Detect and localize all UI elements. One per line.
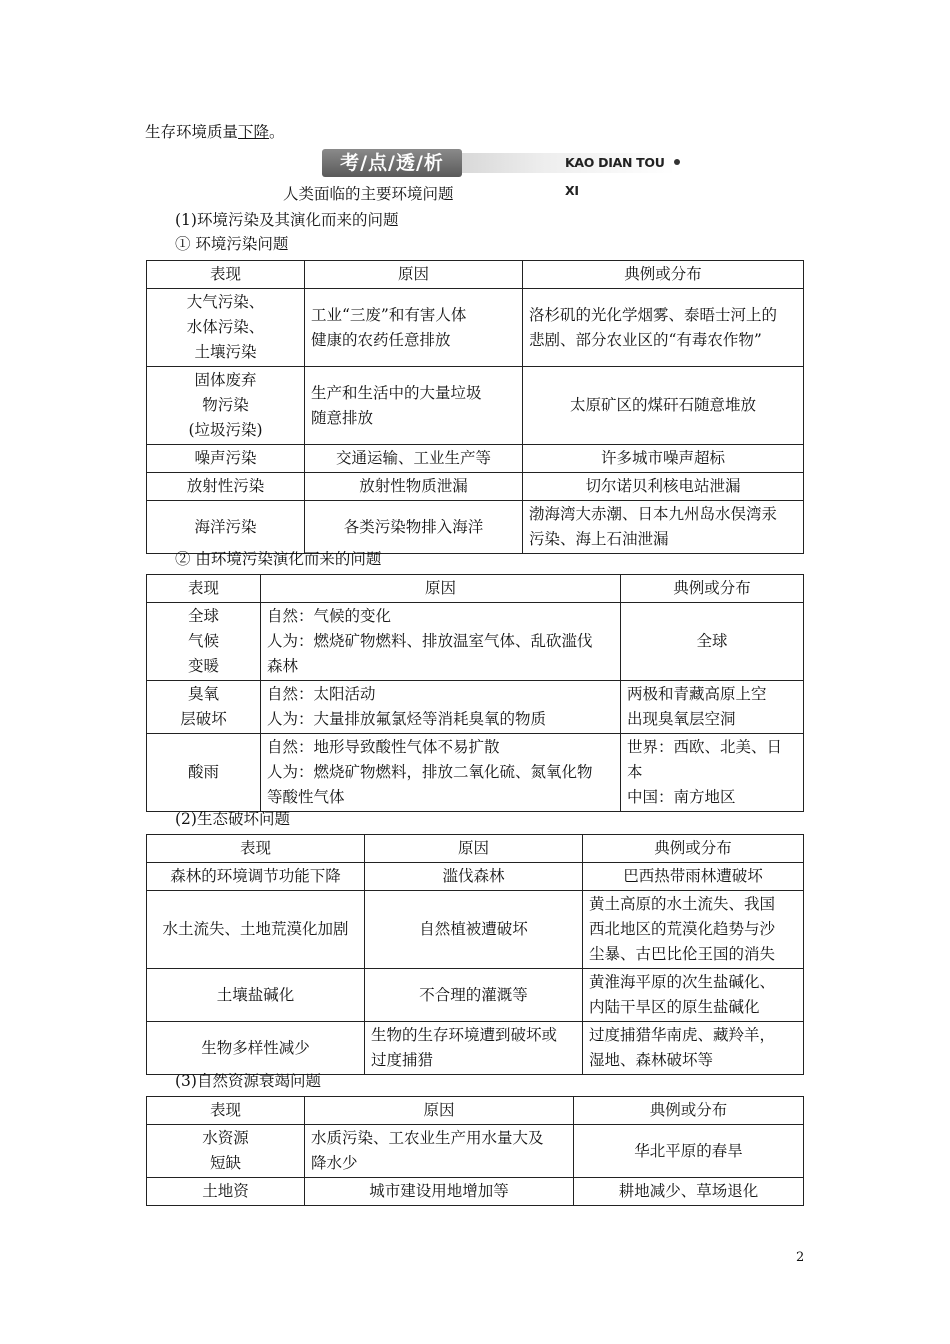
phenomenon-line: 水土流失、土地荒漠化加剧: [162, 920, 349, 938]
header-cell: 表现: [147, 1097, 305, 1125]
table-row: [147, 367, 804, 445]
example-line: 渤海湾大赤潮、日本九州岛水俣湾汞: [529, 505, 778, 523]
header-cell: 表现: [147, 261, 305, 289]
table-derived-problems: [146, 574, 804, 812]
phenomenon-line: 短缺: [209, 1154, 241, 1172]
example-line: 出现臭氧层空洞: [627, 710, 736, 728]
example-cell: [621, 734, 804, 812]
example-line: 内陆干旱区的原生盐碱化: [589, 998, 760, 1016]
cause-cell: [261, 681, 621, 734]
top-line-underlined: 下降: [238, 123, 270, 141]
phenomenon-cell: [147, 891, 365, 969]
heading-2: (2)生态破坏问题: [175, 810, 290, 828]
phenomenon-cell: [147, 501, 305, 554]
phenomenon-line: 水体污染、: [186, 318, 265, 336]
top-line: [145, 121, 285, 143]
example-line: 太原矿区的煤矸石随意堆放: [569, 396, 756, 414]
cause-line: 过度捕猎: [371, 1051, 434, 1069]
phenomenon-line: 酸雨: [187, 763, 219, 781]
cause-cell: [365, 891, 583, 969]
header-cell: 原因: [261, 575, 621, 603]
phenomenon-line: 土壤污染: [194, 343, 257, 361]
example-line: 许多城市噪声超标: [600, 449, 725, 467]
phenomenon-line: (垃圾污染): [188, 421, 263, 439]
table-environmental-pollution: [146, 260, 804, 554]
example-line: 污染、海上石油泄漏: [529, 530, 669, 548]
heading-3: (3)自然资源衰竭问题: [175, 1072, 321, 1090]
phenomenon-cell: [147, 681, 261, 734]
heading-1b: ② 由环境污染演化而来的问题: [175, 550, 382, 568]
cause-cell: [305, 501, 523, 554]
cause-cell: [305, 289, 523, 367]
phenomenon-cell: [147, 969, 365, 1022]
example-line: 两极和青藏高原上空: [627, 685, 767, 703]
table-header-row: [147, 261, 804, 289]
example-cell: [523, 289, 804, 367]
table-header-row: [147, 575, 804, 603]
phenomenon-cell: [147, 1178, 305, 1206]
cause-line: 生物的生存环境遭到破坏或: [371, 1026, 558, 1044]
example-line: 中国：南方地区: [627, 788, 736, 806]
cause-cell: [305, 367, 523, 445]
cause-line: 放射性物质泄漏: [359, 477, 468, 495]
phenomenon-line: 土壤盐碱化: [216, 985, 295, 1004]
cause-line: 自然：太阳活动: [267, 685, 376, 703]
phenomenon-line: 放射性污染: [186, 477, 265, 495]
table-header-row: [147, 1097, 804, 1125]
top-line-prefix: 生存环境质量: [145, 123, 239, 141]
example-cell: [574, 1178, 804, 1206]
example-line: 巴西热带雨林遭破坏: [623, 867, 763, 885]
phenomenon-line: 森林的环境调节功能下降: [170, 867, 341, 885]
example-cell: [583, 891, 804, 969]
example-line: 华北平原的春旱: [634, 1141, 743, 1160]
cause-line: 降水少: [311, 1154, 358, 1172]
example-line: 洛杉矶的光化学烟雾、泰晤士河上的: [529, 305, 778, 324]
header-cell: 表现: [147, 575, 261, 603]
cause-line: 等酸性气体: [267, 788, 345, 806]
cause-cell: [365, 1022, 583, 1075]
cause-line: 交通运输、工业生产等: [335, 449, 491, 467]
cause-line: 人为：燃烧矿物燃料，排放二氧化硫、氮氧化物: [267, 763, 593, 781]
heading-1a: ① 环境污染问题: [175, 235, 289, 253]
example-line: 世界：西欧、北美、日本: [627, 738, 783, 781]
cause-line: 城市建设用地增加等: [369, 1182, 509, 1200]
table-row: [147, 1022, 804, 1075]
example-line: 过度捕猎华南虎、藏羚羊，: [589, 1026, 776, 1044]
cause-cell: [261, 603, 621, 681]
example-cell: [523, 473, 804, 501]
cause-cell: [305, 1125, 574, 1178]
phenomenon-line: 气候: [187, 632, 219, 650]
table-row: [147, 1178, 804, 1206]
phenomenon-line: 固体废弃: [194, 371, 257, 389]
phenomenon-line: 大气污染、: [186, 293, 265, 311]
phenomenon-cell: [147, 863, 365, 891]
header-cell: 典例或分布: [574, 1097, 804, 1125]
cause-line: 生产和生活中的大量垃圾: [311, 383, 482, 402]
example-line: 黄土高原的水土流失、我国: [589, 895, 776, 913]
cause-line: 自然：气候的变化: [267, 607, 392, 625]
phenomenon-cell: [147, 367, 305, 445]
banner-dot-icon: [674, 159, 680, 165]
cause-line: 人为：大量排放氟氯烃等消耗臭氧的物质: [267, 710, 547, 728]
phenomenon-cell: [147, 445, 305, 473]
example-cell: [574, 1125, 804, 1178]
header-cell: 表现: [147, 835, 365, 863]
top-line-suffix: 。: [269, 123, 285, 141]
cause-line: 自然植被遭破坏: [419, 920, 528, 938]
cause-cell: [365, 863, 583, 891]
header-cell: 典例或分布: [523, 261, 804, 289]
example-line: 全球: [696, 632, 728, 650]
header-cell: 原因: [305, 1097, 574, 1125]
cause-line: 滥伐森林: [442, 867, 505, 885]
cause-line: 自然：地形导致酸性气体不易扩散: [267, 738, 500, 756]
table-row: [147, 863, 804, 891]
phenomenon-cell: [147, 473, 305, 501]
phenomenon-cell: [147, 1125, 305, 1178]
example-line: 耕地减少、草场退化: [618, 1182, 759, 1200]
banner-right-label: KAO DIAN TOU XI: [565, 155, 665, 198]
table-row: [147, 969, 804, 1022]
cause-cell: [305, 445, 523, 473]
cause-line: 森林: [267, 657, 299, 675]
example-line: 湿地、森林破坏等: [589, 1051, 714, 1069]
phenomenon-line: 物污染: [202, 396, 249, 414]
header-cell: 典例或分布: [621, 575, 804, 603]
table-row: [147, 681, 804, 734]
example-line: 尘暴、古巴比伦王国的消失: [589, 945, 776, 963]
cause-line: 随意排放: [311, 408, 374, 427]
phenomenon-line: 水资源: [202, 1129, 249, 1147]
example-line: 切尔诺贝利核电站泄漏: [585, 477, 741, 495]
cause-line: 水质污染、工农业生产用水量大及: [311, 1129, 544, 1147]
table-row: [147, 1125, 804, 1178]
phenomenon-line: 变暖: [187, 657, 219, 675]
table-row: [147, 603, 804, 681]
table-header-row: [147, 835, 804, 863]
example-cell: [523, 501, 804, 554]
phenomenon-line: 层破坏: [180, 710, 227, 728]
cause-cell: [365, 969, 583, 1022]
table-row: [147, 445, 804, 473]
table-row: [147, 289, 804, 367]
page-number: 2: [796, 1250, 805, 1265]
example-cell: [523, 445, 804, 473]
table-row: [147, 501, 804, 554]
cause-cell: [305, 473, 523, 501]
cause-line: 人为：燃烧矿物燃料、排放温室气体、乱砍滥伐: [267, 632, 593, 650]
table-ecological-damage: [146, 834, 804, 1075]
phenomenon-line: 全球: [187, 607, 219, 625]
example-cell: [621, 681, 804, 734]
example-cell: [583, 1022, 804, 1075]
cause-cell: [261, 734, 621, 812]
table-resource-depletion: [146, 1096, 804, 1206]
example-line: 黄淮海平原的次生盐碱化、: [589, 973, 776, 991]
example-line: 悲剧、部分农业区的“有毒农作物”: [529, 330, 762, 349]
header-cell: 原因: [305, 261, 523, 289]
table-row: [147, 473, 804, 501]
banner-left-label: 考/点/透/析: [322, 149, 462, 177]
phenomenon-cell: [147, 734, 261, 812]
example-cell: [583, 863, 804, 891]
cause-cell: [305, 1178, 574, 1206]
example-cell: [621, 603, 804, 681]
phenomenon-line: 臭氧: [187, 685, 219, 703]
phenomenon-cell: [147, 1022, 365, 1075]
phenomenon-line: 噪声污染: [194, 449, 257, 467]
cause-line: 健康的农药任意排放: [311, 330, 451, 349]
example-cell: [523, 367, 804, 445]
table-row: [147, 891, 804, 969]
example-line: 西北地区的荒漠化趋势与沙: [589, 920, 776, 938]
cause-line: 各类污染物排入海洋: [343, 517, 484, 536]
phenomenon-line: 海洋污染: [194, 517, 257, 536]
example-cell: [583, 969, 804, 1022]
phenomenon-cell: [147, 289, 305, 367]
cause-line: 工业“三废”和有害人体: [311, 305, 467, 324]
phenomenon-line: 生物多样性减少: [201, 1038, 310, 1057]
section-title: 人类面临的主要环境问题: [283, 185, 454, 203]
phenomenon-line: 土地资: [202, 1182, 249, 1200]
phenomenon-cell: [147, 603, 261, 681]
table-row: [147, 734, 804, 812]
header-cell: 典例或分布: [583, 835, 804, 863]
heading-1: (1)环境污染及其演化而来的问题: [175, 211, 399, 229]
cause-line: 不合理的灌溉等: [419, 985, 528, 1004]
header-cell: 原因: [365, 835, 583, 863]
